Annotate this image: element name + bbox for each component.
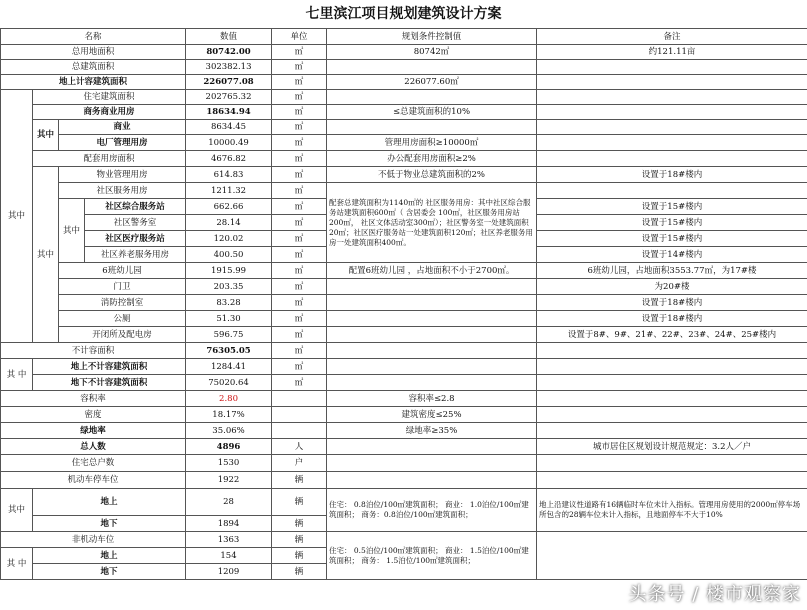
row-name: 社区警务室 (85, 215, 186, 231)
table-row (1, 183, 807, 199)
row-note (537, 407, 807, 423)
row-name: 消防控制室 (59, 295, 186, 311)
row-value: 10000.49 (186, 135, 272, 151)
row-value: 83.28 (186, 295, 272, 311)
row-name: 地上不计容建筑面积 (33, 359, 186, 375)
row-name: 总用地面积 (1, 45, 186, 60)
header-unit: 单位 (272, 29, 327, 45)
row-value: 1211.32 (186, 183, 272, 199)
group-label-outer: 其中 (1, 90, 33, 343)
table-row (1, 151, 807, 167)
table-row (1, 327, 807, 343)
row-note (537, 105, 807, 120)
row-note: 设置于15#楼内 (537, 215, 807, 231)
row-note (537, 120, 807, 135)
row-name: 商业 (59, 120, 186, 135)
row-value: 28 (186, 489, 272, 516)
table-row (1, 75, 807, 90)
watermark-text: 头条号 / 楼市观察家 (628, 584, 801, 605)
row-unit: 辆 (272, 532, 327, 548)
table-row (1, 135, 807, 151)
row-unit: ㎡ (272, 183, 327, 199)
row-control (327, 343, 537, 359)
row-value: 662.66 (186, 199, 272, 215)
row-name: 6班幼儿园 (59, 263, 186, 279)
row-value: 1363 (186, 532, 272, 548)
row-unit: 辆 (272, 564, 327, 580)
row-name: 公厕 (59, 311, 186, 327)
table-row (1, 263, 807, 279)
table-row (1, 105, 807, 120)
row-control: ≤总建筑面积的10% (327, 105, 537, 120)
row-unit: ㎡ (272, 151, 327, 167)
row-unit: ㎡ (272, 231, 327, 247)
row-control: 办公配套用房面积≥2% (327, 151, 537, 167)
row-note (537, 183, 807, 199)
group-label-facilities: 其中 (33, 167, 59, 343)
row-note (537, 151, 807, 167)
row-note (537, 423, 807, 439)
group-label-noncount: 其 中 (1, 359, 33, 391)
row-value: 1284.41 (186, 359, 272, 375)
row-value: 614.83 (186, 167, 272, 183)
row-value: 202765.32 (186, 90, 272, 105)
row-note (537, 75, 807, 90)
row-value: 1209 (186, 564, 272, 580)
group-label-community: 其中 (59, 199, 85, 263)
row-unit: ㎡ (272, 167, 327, 183)
table-row (1, 391, 807, 407)
parking-control-text: 住宅： 0.8泊位/100㎡建筑面积； 商业： 1.0泊位/100㎡建筑面积； 商务：0.8泊位/100㎡建筑面积； (327, 489, 537, 532)
row-control (327, 455, 537, 472)
row-control: 绿地率≥35% (327, 423, 537, 439)
row-note: 设置于18#楼内 (537, 295, 807, 311)
row-unit: ㎡ (272, 45, 327, 60)
row-name: 电厂管理用房 (59, 135, 186, 151)
row-note: 设置于14#楼内 (537, 247, 807, 263)
row-value: 18.17% (186, 407, 272, 423)
row-control: 容积率≤2.8 (327, 391, 537, 407)
row-note: 设置于15#楼内 (537, 199, 807, 215)
row-note: 6班幼儿园，占地面积3553.77㎡，为17#楼 (537, 263, 807, 279)
table-row (1, 423, 807, 439)
row-note (537, 90, 807, 105)
row-note (537, 60, 807, 75)
row-value: 154 (186, 548, 272, 564)
row-name: 地下 (33, 564, 186, 580)
row-control: 不低于物业总建筑面积的2% (327, 167, 537, 183)
row-note (537, 343, 807, 359)
row-value: 120.02 (186, 231, 272, 247)
row-name: 总建筑面积 (1, 60, 186, 75)
row-value: 8634.45 (186, 120, 272, 135)
row-control (327, 472, 537, 489)
table-row (1, 532, 807, 548)
row-unit (272, 423, 327, 439)
row-unit: ㎡ (272, 90, 327, 105)
row-control (327, 120, 537, 135)
row-note: 设置于15#楼内 (537, 231, 807, 247)
row-control: 管理用房面积≥10000㎡ (327, 135, 537, 151)
row-note (537, 532, 807, 580)
row-value: 400.50 (186, 247, 272, 263)
row-control (327, 439, 537, 455)
row-value: 35.06% (186, 423, 272, 439)
row-note: 设置于8#、9#、21#、22#、23#、24#、25#楼内 (537, 327, 807, 343)
row-name: 门卫 (59, 279, 186, 295)
row-value: 4676.82 (186, 151, 272, 167)
table-title: 七里滨江项目规划建筑设计方案 (0, 0, 807, 29)
row-control (327, 359, 537, 375)
group-label-parking: 其中 (1, 489, 33, 532)
row-unit: ㎡ (272, 75, 327, 90)
row-value: 302382.13 (186, 60, 272, 75)
row-name: 不计容面积 (1, 343, 186, 359)
table-row (1, 45, 807, 60)
row-name: 社区养老服务用房 (85, 247, 186, 263)
row-name: 开闭所及配电房 (59, 327, 186, 343)
row-name: 密度 (1, 407, 186, 423)
header-row (1, 29, 807, 45)
row-note: 为20#楼 (537, 279, 807, 295)
row-name: 地下 (33, 516, 186, 532)
row-note (537, 472, 807, 489)
row-unit: ㎡ (272, 199, 327, 215)
row-note: 设置于18#楼内 (537, 167, 807, 183)
row-value: 596.75 (186, 327, 272, 343)
row-note (537, 391, 807, 407)
row-name: 社区服务用房 (59, 183, 186, 199)
row-unit (272, 391, 327, 407)
row-value: 226077.08 (186, 75, 272, 90)
planning-table (0, 28, 807, 580)
row-control: 226077.60㎡ (327, 75, 537, 90)
row-value: 2.80 (186, 391, 272, 407)
row-unit: 户 (272, 455, 327, 472)
table-row (1, 279, 807, 295)
table-row (1, 455, 807, 472)
row-unit: ㎡ (272, 263, 327, 279)
row-note: 约121.11亩 (537, 45, 807, 60)
row-unit: 辆 (272, 548, 327, 564)
row-unit (272, 407, 327, 423)
row-unit: ㎡ (272, 311, 327, 327)
group-label-bike: 其 中 (1, 548, 33, 580)
row-value: 80742.00 (186, 45, 272, 60)
row-control (327, 60, 537, 75)
row-name: 绿地率 (1, 423, 186, 439)
row-name: 地上计容建筑面积 (1, 75, 186, 90)
header-name: 名称 (1, 29, 186, 45)
row-value: 1894 (186, 516, 272, 532)
row-name: 总人数 (1, 439, 186, 455)
table-row (1, 120, 807, 135)
row-name: 住宅总户数 (1, 455, 186, 472)
row-unit: ㎡ (272, 215, 327, 231)
row-name: 机动车停车位 (1, 472, 186, 489)
row-value: 1922 (186, 472, 272, 489)
row-control (327, 90, 537, 105)
row-name: 地下不计容建筑面积 (33, 375, 186, 391)
row-control: 80742㎡ (327, 45, 537, 60)
row-name: 非机动车位 (1, 532, 186, 548)
row-unit: ㎡ (272, 105, 327, 120)
row-name: 社区医疗服务站 (85, 231, 186, 247)
table-row (1, 489, 807, 516)
row-value: 1915.99 (186, 263, 272, 279)
table-row (1, 472, 807, 489)
parking-note-text: 地上沿建议性道路有16辆临时车位未计入指标。管理用房使用的2000㎡停车场所包含的28辆车位未计入指标，且地面停车不大于10% (537, 489, 807, 532)
row-unit: ㎡ (272, 279, 327, 295)
row-name: 容积率 (1, 391, 186, 407)
table-row (1, 90, 807, 105)
row-value: 4896 (186, 439, 272, 455)
group-label-business: 其中 (33, 120, 59, 151)
row-note: 城市居住区规划设计规范规定：3.2人／户 (537, 439, 807, 455)
row-name: 配套用房面积 (33, 151, 186, 167)
row-value: 18634.94 (186, 105, 272, 120)
table-row (1, 343, 807, 359)
table-row (1, 375, 807, 391)
row-name: 地上 (33, 548, 186, 564)
row-note: 设置于18#楼内 (537, 311, 807, 327)
community-control-text: 配套总建筑面积为1140㎡的 社区服务用房：其中社区综合服务站建筑面积600㎡（ 含居委会 100㎡，社区服务用房站200㎡， 社区文体活动室300㎡）；社区警务室一处建筑面积20㎡；社区医疗服务站一处建筑面积120㎡；社区养老服务用房一处建筑面积400㎡。 (327, 183, 537, 263)
row-unit: ㎡ (272, 295, 327, 311)
row-unit: ㎡ (272, 120, 327, 135)
row-unit: ㎡ (272, 327, 327, 343)
bike-control-text: 住宅： 0.5泊位/100㎡建筑面积； 商业： 1.5泊位/100㎡建筑面积； 商务： 1.5泊位/100㎡建筑面积； (327, 532, 537, 580)
row-unit: ㎡ (272, 60, 327, 75)
row-unit: 辆 (272, 489, 327, 516)
row-note (537, 375, 807, 391)
table-row (1, 60, 807, 75)
row-value: 1530 (186, 455, 272, 472)
row-control (327, 279, 537, 295)
table-row (1, 295, 807, 311)
table-row (1, 311, 807, 327)
row-unit: ㎡ (272, 359, 327, 375)
row-control (327, 311, 537, 327)
row-value: 203.35 (186, 279, 272, 295)
row-name: 物业管理用房 (59, 167, 186, 183)
row-note (537, 135, 807, 151)
row-value: 76305.05 (186, 343, 272, 359)
table-row (1, 439, 807, 455)
row-unit: 人 (272, 439, 327, 455)
header-note: 备注 (537, 29, 807, 45)
row-unit: ㎡ (272, 135, 327, 151)
row-unit: 辆 (272, 516, 327, 532)
row-unit: 辆 (272, 472, 327, 489)
row-unit: ㎡ (272, 375, 327, 391)
row-name: 住宅建筑面积 (33, 90, 186, 105)
row-name: 社区综合服务站 (85, 199, 186, 215)
row-unit: ㎡ (272, 247, 327, 263)
table-row (1, 359, 807, 375)
row-control: 配置6班幼儿园 ，占地面积不小于2700㎡。 (327, 263, 537, 279)
row-value: 28.14 (186, 215, 272, 231)
row-control (327, 327, 537, 343)
row-note (537, 359, 807, 375)
row-note (537, 455, 807, 472)
row-name: 商务商业用房 (33, 105, 186, 120)
row-value: 75020.64 (186, 375, 272, 391)
table-row (1, 407, 807, 423)
row-value: 51.30 (186, 311, 272, 327)
header-control: 规划条件控制值 (327, 29, 537, 45)
row-control (327, 375, 537, 391)
row-unit: ㎡ (272, 343, 327, 359)
header-value: 数值 (186, 29, 272, 45)
row-control (327, 295, 537, 311)
row-control: 建筑密度≤25% (327, 407, 537, 423)
row-name: 地上 (33, 489, 186, 516)
table-row (1, 167, 807, 183)
